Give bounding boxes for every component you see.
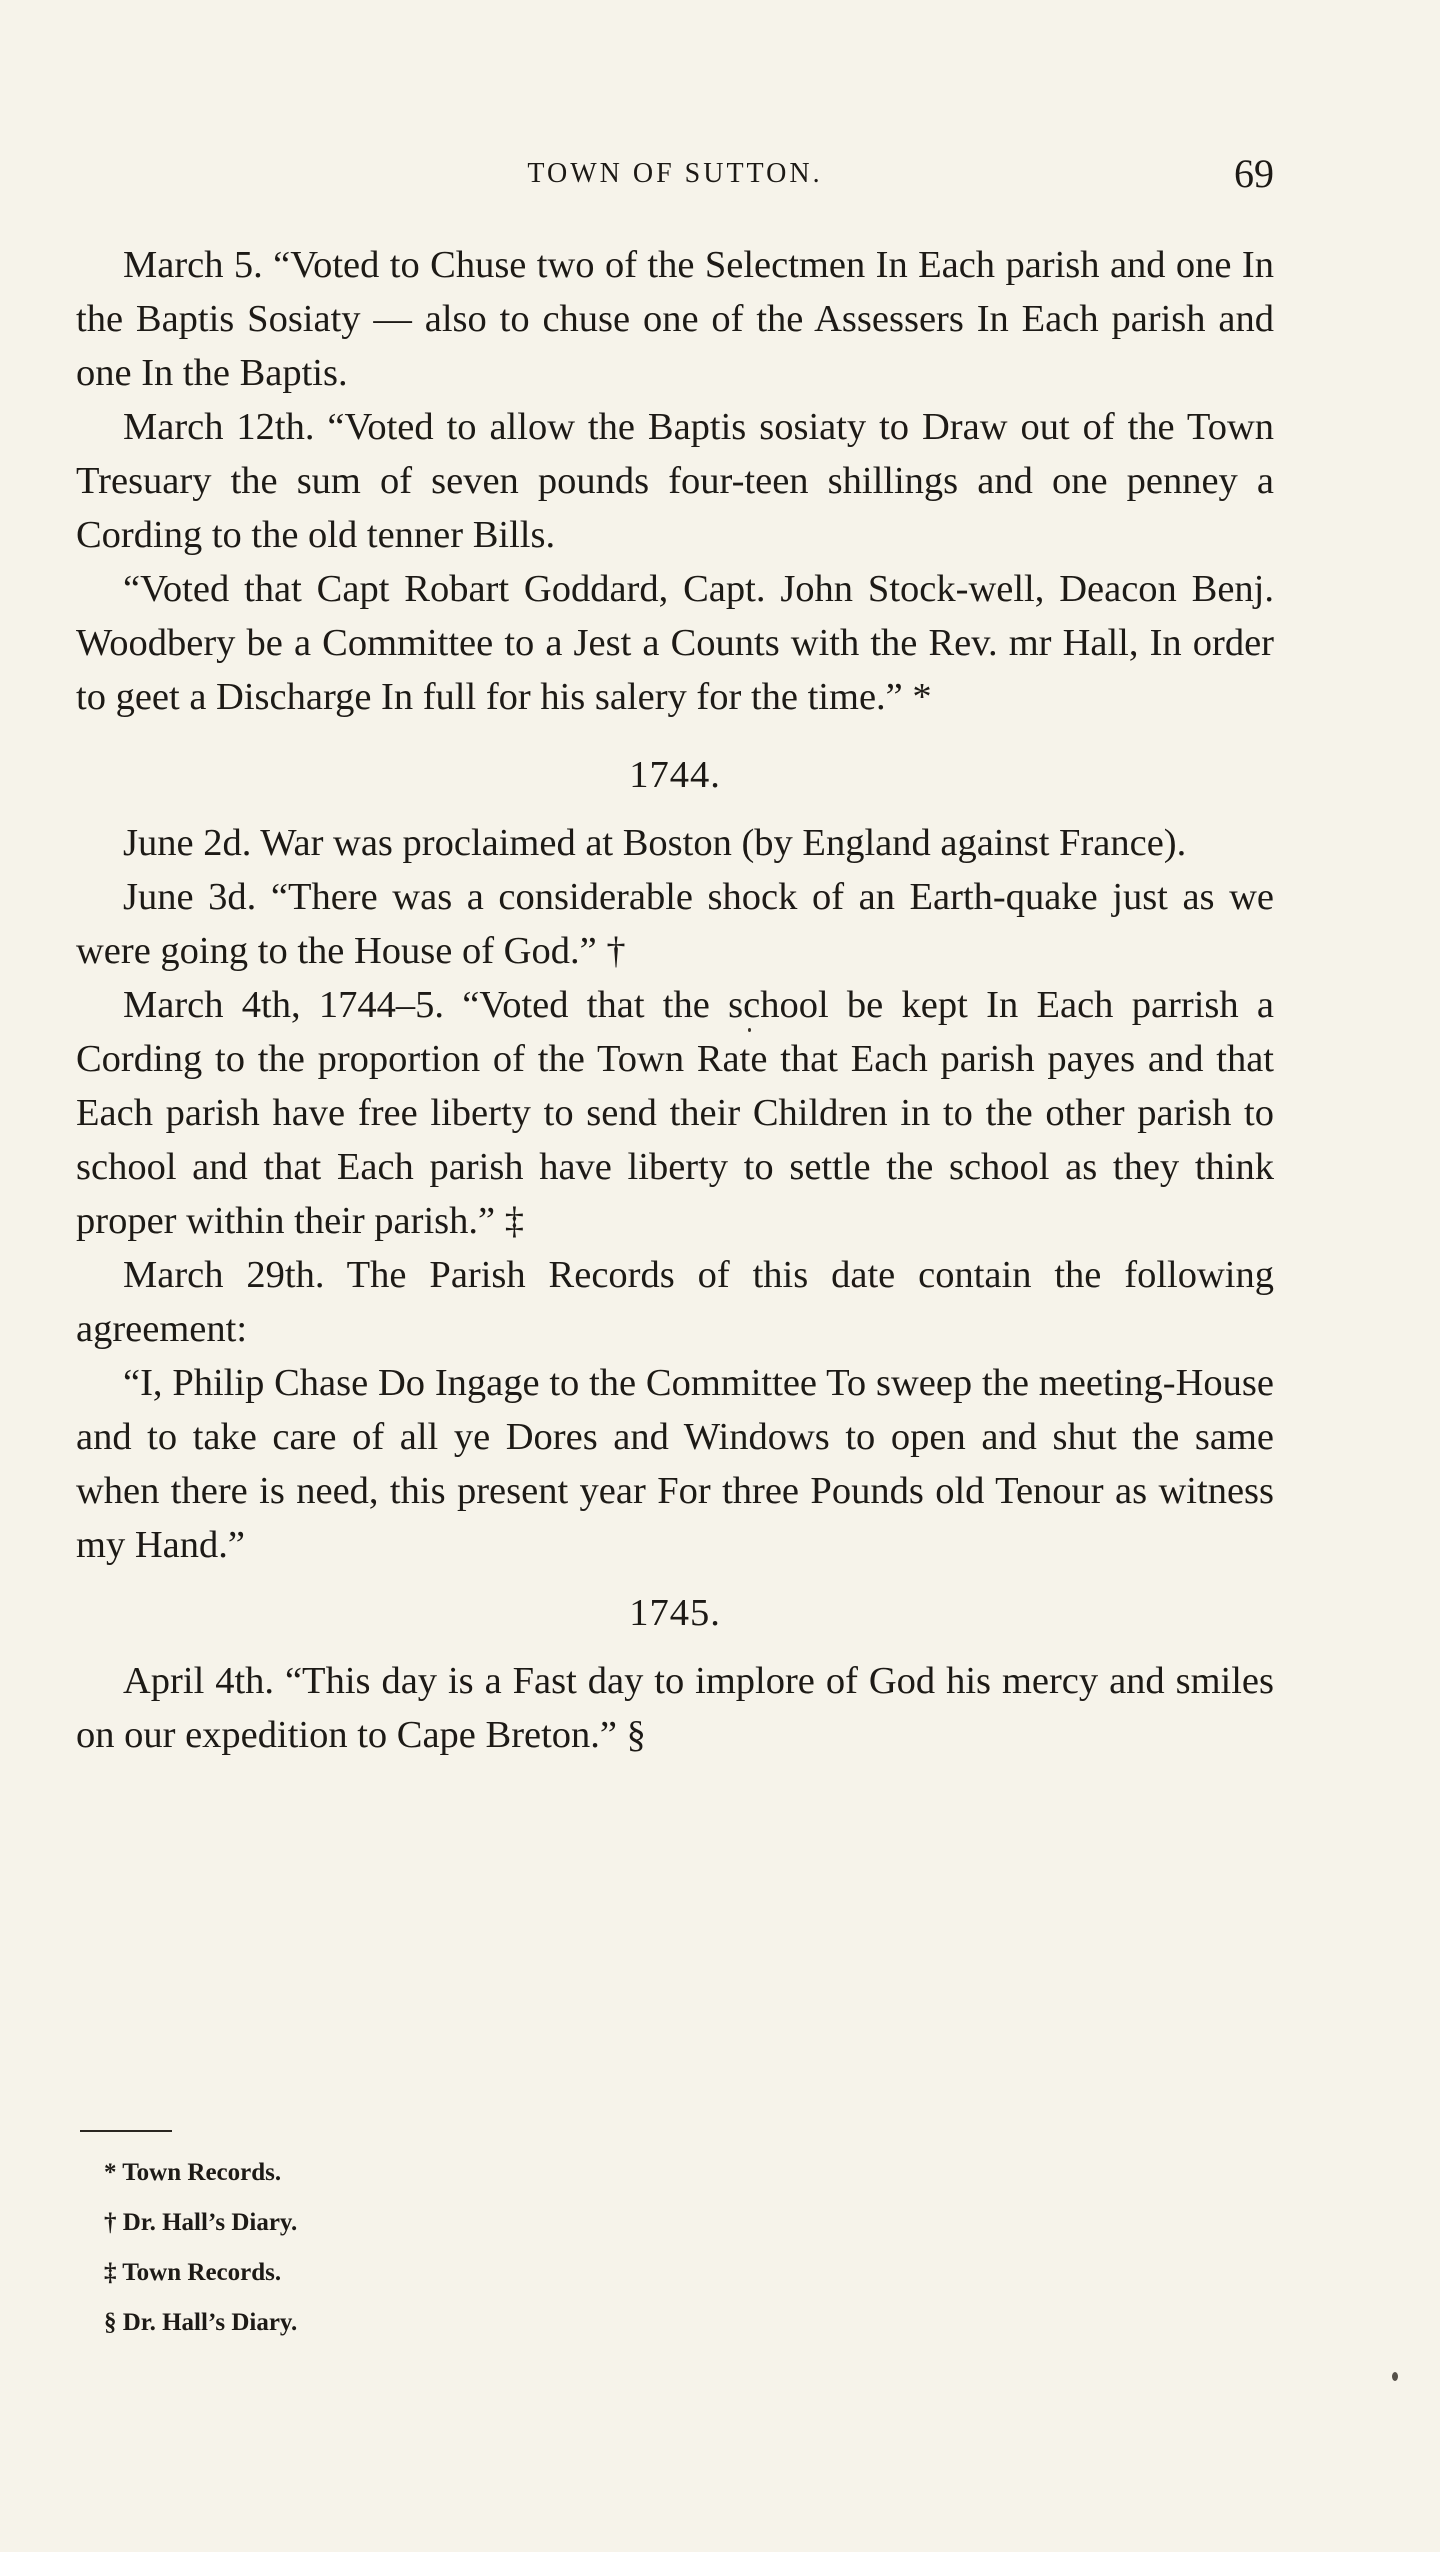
footnotes (104, 2148, 804, 2348)
paragraph-agreement: “I, Philip Chase Do Ingage to the Committee To sweep the meeting-House and to take care of all ye Dores and Windows to open and shut the same when there is need, this present year For three Pounds old Tenour as witness my Hand.” (76, 1362, 1274, 1566)
paragraph-march-4: March 4th, 1744–5. “Voted that the school be kept In Each parrish a Cording to the proportion of the Town Rate that Each parish payes and that Each parish have free liberty to send their Children in to the other parish to school and that Each parish have liberty to settle the school as they think proper within their parish.” ‡ (76, 984, 1274, 1242)
footnote-3: ‡ Town Records. (104, 2259, 282, 2286)
page-header (76, 150, 1274, 200)
footnote-4: § Dr. Hall’s Diary. (104, 2309, 298, 2336)
page-number: 69 (1234, 151, 1274, 196)
running-head: TOWN OF SUTTON. (527, 158, 823, 189)
paragraph-june-2: June 2d. War was proclaimed at Boston (by England against France). (123, 822, 1187, 864)
paragraph-june-3: June 3d. “There was a considerable shock of an Earth-quake just as we were going to the House of God.” † (76, 876, 1274, 972)
ink-speck (1392, 2372, 1398, 2381)
footnote-1: * Town Records. (104, 2159, 282, 2186)
year-heading-1745: 1745. (629, 1592, 721, 1634)
paragraph-march-5: March 5. “Voted to Chuse two of the Selectmen In Each parish and one In the Baptis Sosiaty — also to chuse one of the Assessers In Each parish and one In the Baptis. (76, 244, 1274, 394)
paragraph-march-12: March 12th. “Voted to allow the Baptis sosiaty to Draw out of the Town Tresuary the sum of seven pounds four-teen shillings and one penney a Cording to the old tenner Bills. (76, 406, 1274, 556)
body-text (76, 238, 1274, 1762)
footnote-2: † Dr. Hall’s Diary. (104, 2209, 298, 2236)
footnote-rule (80, 2130, 172, 2132)
ink-speck (748, 1028, 751, 1032)
year-heading-1744: 1744. (629, 754, 721, 796)
paragraph-committee-vote: “Voted that Capt Robart Goddard, Capt. John Stock-well, Deacon Benj. Woodbery be a Committee to a Jest a Counts with the Rev. mr Hall, In order to geet a Discharge In full for his salery for the time.” * (76, 568, 1274, 718)
paragraph-march-29: March 29th. The Parish Records of this date contain the following agreement: (76, 1254, 1274, 1350)
paragraph-april-4: April 4th. “This day is a Fast day to implore of God his mercy and smiles on our expedition to Cape Breton.” § (76, 1660, 1274, 1756)
